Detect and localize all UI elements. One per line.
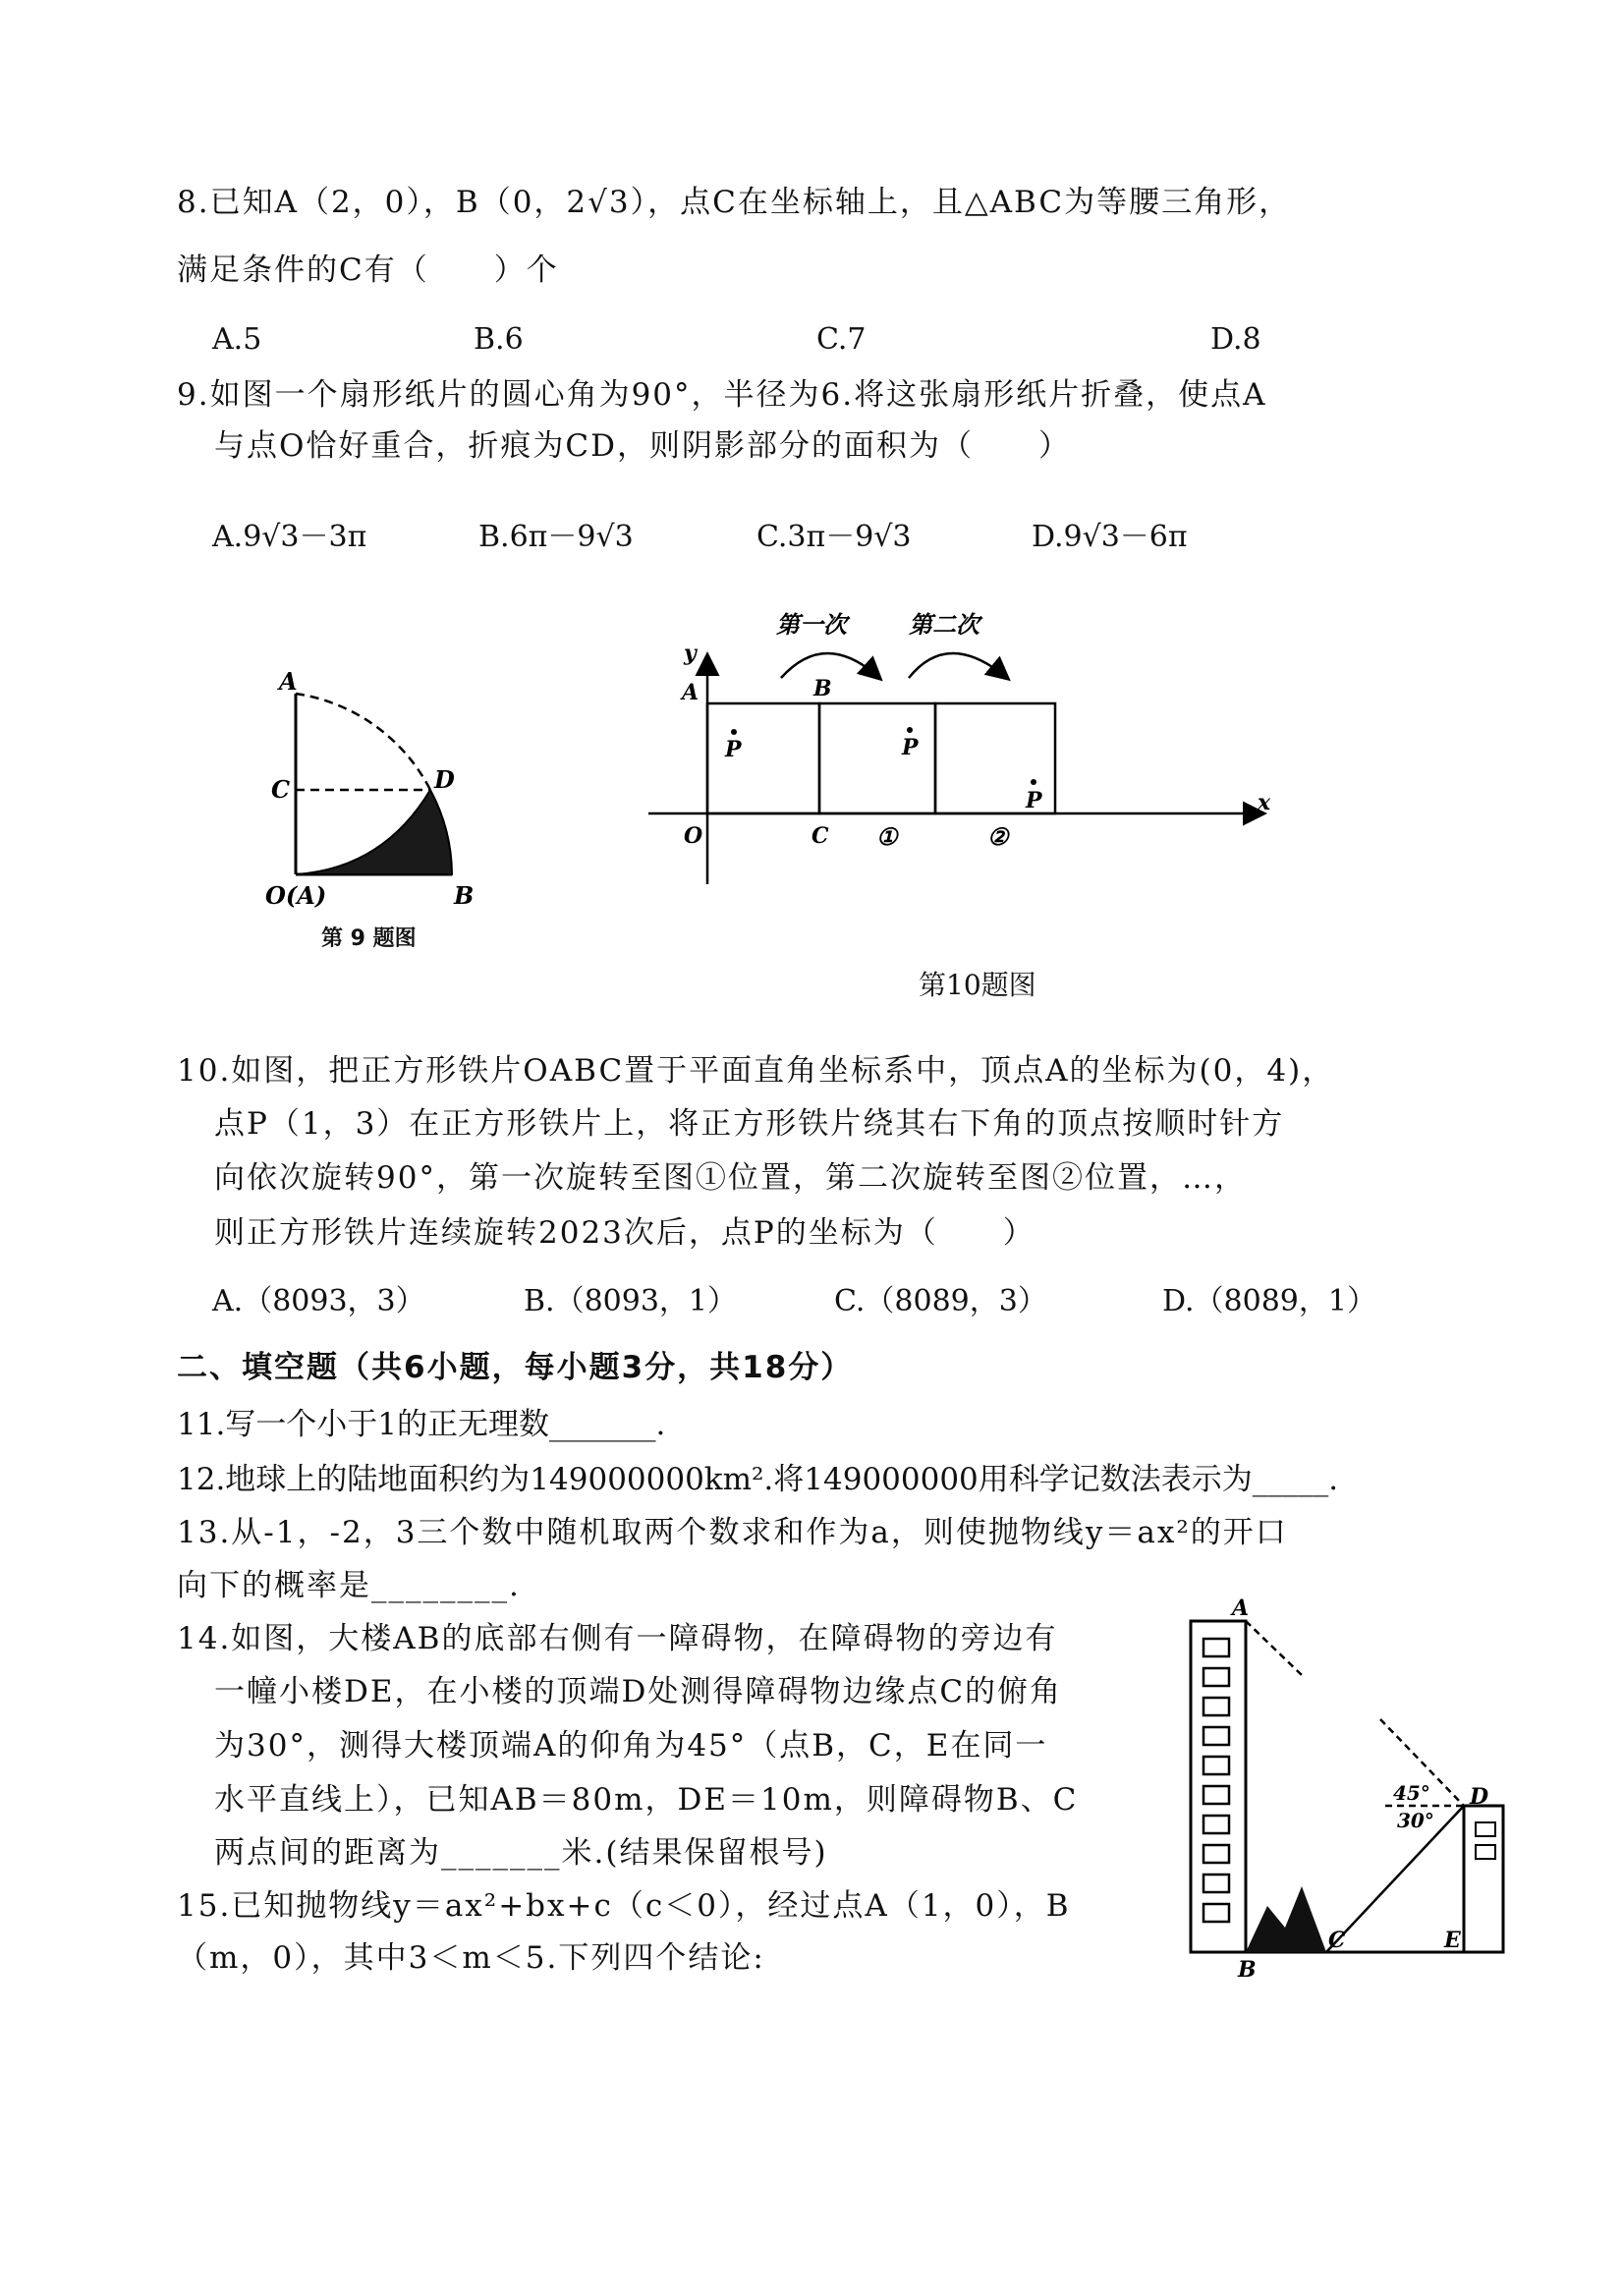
q8-line1: 8.已知A（2，0），B（0，2√3），点C在坐标轴上，且△ABC为等腰三角形， [177,185,1292,220]
q9-label-b: B [454,881,475,910]
q10-label-pos2: ② [987,822,1009,851]
q8-option-c: C.7 [816,322,867,357]
q10-label-o: O [684,823,703,849]
q9-line2: 与点O恰好重合，折痕为CD，则阴影部分的面积为（ ） [214,428,1071,464]
q14-label-d: D [1470,1784,1489,1810]
q10-label-p1: P [725,737,742,762]
q14-figure [1179,1592,1518,1985]
q13-line2: 向下的概率是________. [177,1568,521,1603]
section2-heading: 二、填空题（共6小题，每小题3分，共18分） [177,1350,854,1385]
q10-option-b: B.（8093，1） [524,1284,738,1318]
q10-figure [639,599,1277,894]
q14-line4: 水平直线上），已知AB＝80m，DE＝10m，则障碍物B、C [214,1782,1079,1818]
q9-label-oa: O(A) [265,881,327,910]
q12-text: 12.地球上的陆地面积约为149000000km².将149000000用科学记数法表示为_____. [177,1462,1339,1497]
q10-label-c: C [812,823,829,849]
q14-line2: 一幢小楼DE，在小楼的顶端D处测得障碍物边缘点C的俯角 [214,1674,1063,1709]
q14-label-a: A [1232,1596,1250,1621]
q8-option-b: B.6 [474,322,524,357]
q10-label-y: y [684,641,697,666]
q9-label-d: D [434,765,455,794]
q14-angle-45: 45° [1393,1781,1430,1805]
q9-option-b: B.6π－9√3 [478,520,634,554]
q9-label-c: C [271,775,291,804]
q14-line1: 14.如图，大楼AB的底部右侧有一障碍物，在障碍物的旁边有 [177,1621,1058,1656]
q10-label-p2: P [902,735,919,760]
q10-option-a: A.（8093，3） [212,1284,425,1318]
q14-label-b: B [1238,1957,1257,1983]
q14-label-c: C [1328,1928,1346,1953]
q9-line1: 9.如图一个扇形纸片的圆心角为90°，半径为6.将这张扇形纸片折叠，使点A [177,377,1267,413]
q9-figure-caption: 第 9 题图 [321,926,417,951]
q10-label-p3: P [1026,788,1042,813]
q10-line3: 向依次旋转90°，第一次旋转至图①位置，第二次旋转至图②位置，…， [214,1160,1247,1196]
q10-figure-caption: 第10题图 [919,969,1036,1001]
q9-figure [265,667,501,910]
q10-line2: 点P（1，3）在正方形铁片上，将正方形铁片绕其右下角的顶点按顺时针方 [214,1106,1285,1142]
q10-label-a: A [682,680,700,705]
q8-line2: 满足条件的C有（ ）个 [177,252,559,288]
q10-option-d: D.（8089，1） [1162,1284,1376,1318]
q10-label-b: B [813,676,832,701]
q10-line4: 则正方形铁片连续旋转2023次后，点P的坐标为（ ） [214,1215,1035,1251]
q14-line3: 为30°，测得大楼顶端A的仰角为45°（点B，C，E在同一 [214,1728,1048,1764]
q10-label-pos1: ① [876,822,898,851]
q8-option-d: D.8 [1210,322,1261,357]
q14-line5: 两点间的距离为_______米.(结果保留根号) [214,1835,828,1871]
q14-label-e: E [1444,1928,1461,1953]
q11-text: 11.写一个小于1的正无理数_______. [177,1407,666,1442]
q9-label-a: A [279,667,298,696]
q15-line1: 15.已知抛物线y＝ax²+bx+c（c＜0），经过点A（1，0），B [177,1888,1071,1924]
q13-line1: 13.从-1，-2，3三个数中随机取两个数求和作为a，则使抛物线y＝ax²的开口 [177,1515,1288,1550]
q10-label-x: x [1258,790,1271,815]
q10-line1: 10.如图，把正方形铁片OABC置于平面直角坐标系中，顶点A的坐标为(0，4)， [177,1053,1335,1089]
q10-option-c: C.（8089，3） [834,1284,1047,1318]
q10-label-second: 第二次 [909,610,979,639]
q8-option-a: A.5 [212,322,262,357]
q15-line2: （m，0），其中3＜m＜5.下列四个结论: [177,1940,765,1976]
q9-option-d: D.9√3－6π [1032,520,1188,554]
q14-angle-30: 30° [1397,1809,1434,1832]
q9-option-c: C.3π－9√3 [756,520,912,554]
q10-label-first: 第一次 [776,610,847,639]
q9-option-a: A.9√3－3π [212,520,367,554]
